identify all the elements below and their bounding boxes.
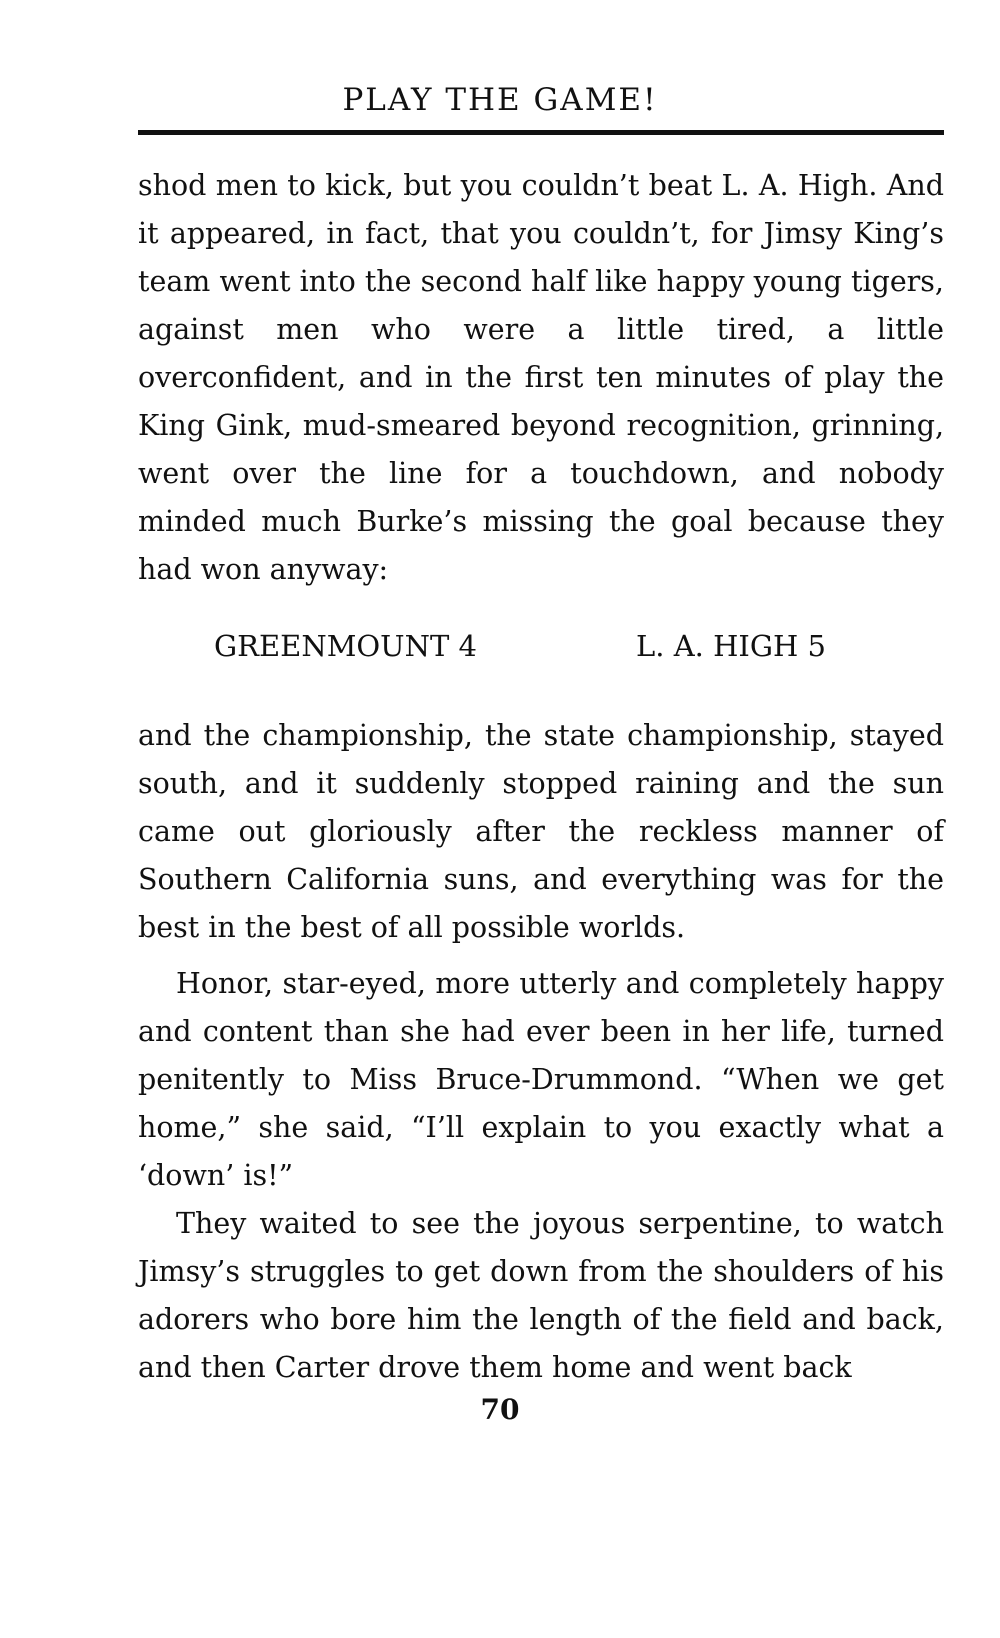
page-number: 70 bbox=[480, 1393, 520, 1426]
score-greenmount: GREENMOUNT 4 bbox=[214, 629, 478, 663]
running-head: PLAY THE GAME! bbox=[342, 82, 658, 118]
score-line bbox=[0, 624, 1000, 668]
body-paragraph: They waited to see the joyous serpentine, to watch Jimsy’s struggles to get down from the shoulders of his adorers who bore him the length of the field and back, and then Carter drove them home and went back bbox=[138, 1207, 944, 1384]
score-la-high: L. A. HIGH 5 bbox=[636, 629, 826, 663]
header-rule bbox=[138, 130, 944, 135]
body-paragraph: and the championship, the state championship, stayed south, and it suddenly stopped raining and the sun came out gloriously after the reckless manner of Southern California suns, and everything was for the best in the best of all possible worlds. bbox=[138, 719, 944, 944]
body-paragraph: shod men to kick, but you couldn’t beat L. A. High. And it appeared, in fact, that you couldn’t, for Jimsy King’s team went into the second half like happy young tigers, against men who were a little tired, a little overconfident, and in the first ten minutes of play the King Gink, mud-smeared beyond recognition, grinning, went over the line for a touchdown, and nobody minded much Burke’s missing the goal because they had won anyway: bbox=[138, 169, 944, 586]
body-paragraph: Honor, star-eyed, more utterly and completely happy and content than she had ever been in her life, turned penitently to Miss Bruce-Drummond. “When we get home,” she said, “I’ll explain to you exactly what a ‘down’ is!” bbox=[138, 967, 944, 1192]
